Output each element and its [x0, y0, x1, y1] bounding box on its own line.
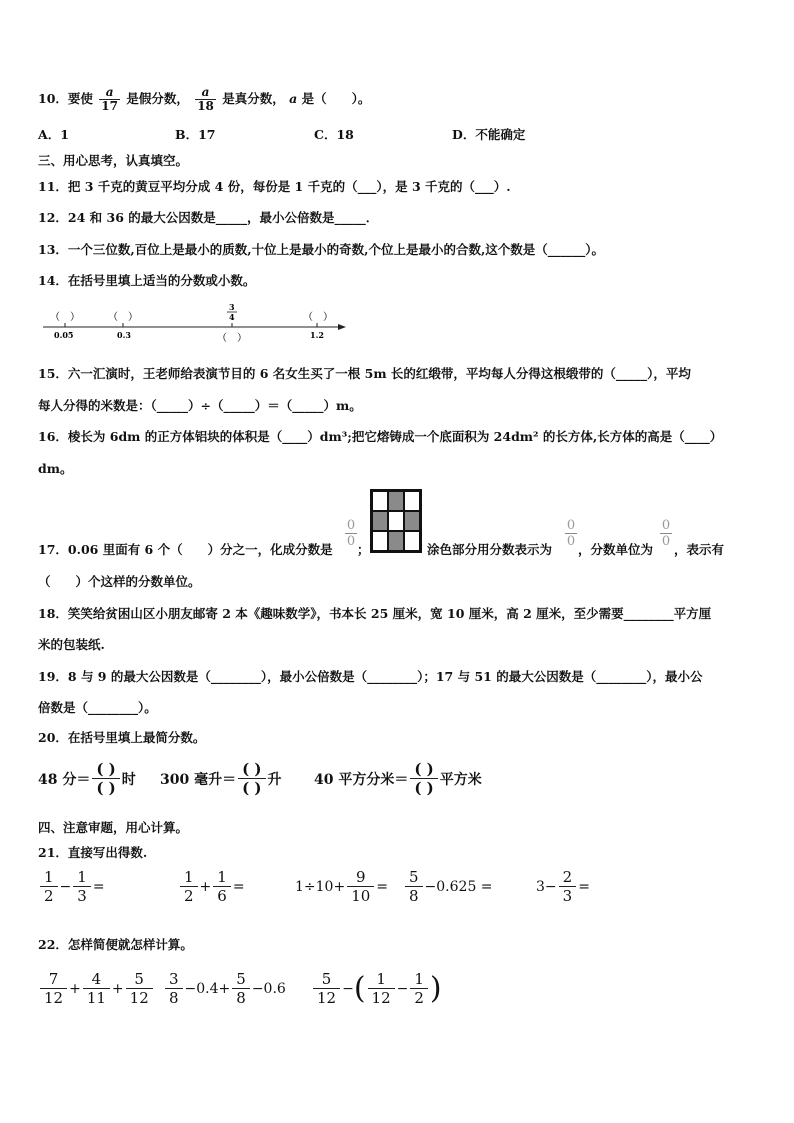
- question-20: 20．在括号里填上最简分数。: [38, 730, 206, 745]
- question-16-line1: 16．棱长为 6dm 的正方体铝块的体积是（____）dm³;把它熔铸成一个底面积为 24dm² 的长方体,长方体的高是（____）: [38, 429, 723, 444]
- grid-cell: [388, 511, 404, 531]
- q20-item-1: [38, 760, 136, 797]
- q20-item-3-unit: 平方米: [439, 771, 482, 788]
- question-18-line1: 18．笑笑给贫困山区小朋友邮寄 2 本《趣味数学》，书本长 25 厘米，宽 10 厘米，高 2 厘米，至少需要________平方厘: [38, 606, 712, 621]
- q17-part4: ，分数单位为: [578, 542, 654, 557]
- question-17-part1: 17．0.06 里面有 6 个（ ）分之一，化成分数是: [38, 542, 333, 557]
- number-line-arrow: [338, 324, 346, 330]
- q10-mid: 是假分数，: [126, 91, 189, 106]
- q22-expr-3: 5 12 − ( 1 12 − $\frac{1}{2}$ ): [311, 970, 442, 1007]
- q10-var: a: [289, 91, 298, 106]
- q21-expr-2: 1 2 + $\frac{1}{6}$ =: [178, 868, 245, 905]
- question-19-line2: 倍数是（________）。: [38, 700, 157, 715]
- q17-semicolon: ；: [357, 542, 370, 557]
- q10-mid2: 是真分数，: [222, 91, 285, 106]
- question-15-line2: 每人分得的米数是：（_____）÷（_____）＝（_____）m。: [38, 398, 362, 413]
- q20-item-1-unit: 时: [121, 771, 136, 788]
- question-14: 14．在括号里填上适当的分数或小数。: [38, 273, 256, 288]
- q20-fraction-blank-2[interactable]: ( ) ( ): [238, 760, 265, 797]
- q21-expr-5: 3− $\frac{2}{3}$ =: [536, 868, 590, 905]
- question-16-line2: dm。: [38, 461, 73, 476]
- question-10: [38, 86, 370, 113]
- q21-expr-4: 5 8 −0.625 =: [403, 868, 493, 905]
- q17-fraction-blank-1[interactable]: 0 0: [346, 518, 356, 549]
- blank-paren-2[interactable]: （ ）: [108, 312, 138, 323]
- tick-frac-num: 3: [229, 302, 235, 312]
- tick-label-0-3: 0.3: [117, 330, 131, 340]
- q20-item-2-label: 300 毫升＝: [160, 771, 237, 788]
- grid-cell: [404, 491, 420, 511]
- right-paren: ): [429, 970, 442, 1006]
- q20-fraction-blank-3[interactable]: ( ) ( ): [410, 760, 437, 797]
- q17-fraction-blank-3[interactable]: 0 0: [661, 518, 671, 549]
- q22-expr-1: 7 12 + $\frac{4}{11}$ + $\frac{5}{12}$: [38, 970, 155, 1007]
- q22-expr-2: 3 8 −0.4+ $\frac{5}{8}$ −0.6: [163, 970, 286, 1007]
- question-12: 12．24 和 36 的最大公因数是_____，最小公倍数是_____．: [38, 210, 379, 225]
- q17-part5: ，表示有: [674, 542, 725, 557]
- fraction-a-17: $\frac{a}{17}$: [101, 85, 118, 113]
- grid-cell: [372, 531, 388, 551]
- q20-item-1-label: 48 分＝: [38, 771, 91, 788]
- grid-cell-shaded: [404, 511, 420, 531]
- q20-item-3: [314, 760, 482, 797]
- q21-expr-1: 1 2 − $\frac{1}{3}$ =: [38, 868, 105, 905]
- question-15-line1: 15．六一汇演时，王老师给表演节目的 6 名女生买了一根 5m 长的红缎带，平均每人分得这根缎带的（_____），平均: [38, 366, 691, 381]
- tick-frac-den: 4: [229, 312, 235, 322]
- grid-cell-shaded: [388, 491, 404, 511]
- tick-label-0-05: 0.05: [54, 330, 74, 340]
- question-13: 13．一个三位数,百位上是最小的质数,十位上是最小的奇数,个位上是最小的合数,这个数是（______）。: [38, 242, 605, 257]
- section-3-heading: 三、用心思考，认真填空。: [38, 153, 189, 168]
- q21-expr-3: 1÷10+ $\frac{9}{10}$ =: [295, 868, 389, 905]
- q20-fraction-blank-1[interactable]: ( ) ( ): [92, 760, 119, 797]
- blank-paren-1[interactable]: （ ）: [50, 312, 80, 323]
- choice-b[interactable]: B．17: [175, 127, 216, 142]
- fraction-a-18: $\frac{a}{18}$: [197, 85, 214, 113]
- q20-item-3-label: 40 平方分米＝: [314, 771, 409, 788]
- grid-cell-shaded: [388, 531, 404, 551]
- question-19-line1: 19．8 与 9 的最大公因数是（________），最小公倍数是（________）；17 与 51 的最大公因数是（________），最小公: [38, 669, 703, 684]
- section-4-heading: 四、注意审题，用心计算。: [38, 820, 189, 835]
- question-22: 22．怎样简便就怎样计算。: [38, 937, 193, 952]
- left-paren: (: [353, 970, 366, 1006]
- grid-cell: [404, 531, 420, 551]
- question-21: 21．直接写出得数.: [38, 845, 148, 860]
- number-line: [38, 298, 358, 348]
- q17-fraction-blank-2[interactable]: 0 0: [566, 518, 576, 549]
- choice-d[interactable]: D．不能确定: [452, 127, 526, 142]
- grid-cell: [372, 491, 388, 511]
- question-17-line2: （ ）个这样的分数单位。: [38, 574, 201, 589]
- choice-a[interactable]: A．1: [38, 127, 69, 142]
- shaded-grid: [370, 489, 422, 553]
- q10-tail: 是（ ）。: [301, 91, 371, 106]
- question-11: 11．把 3 千克的黄豆平均分成 4 份，每份是 1 千克的（___），是 3 千克的（___）.: [38, 179, 511, 194]
- tick-label-1-2: 1.2: [310, 330, 324, 340]
- q20-item-2: [160, 760, 282, 797]
- q10-prefix: 10．要使: [38, 91, 93, 106]
- q20-item-2-unit: 升: [267, 771, 282, 788]
- question-18-line2: 米的包装纸.: [38, 637, 105, 652]
- blank-paren-4[interactable]: （ ）: [217, 333, 247, 344]
- q17-part3: 涂色部分用分数表示为: [427, 542, 553, 557]
- choice-c[interactable]: C．18: [314, 127, 354, 142]
- grid-cell-shaded: [372, 511, 388, 531]
- blank-paren-3[interactable]: （ ）: [303, 312, 333, 323]
